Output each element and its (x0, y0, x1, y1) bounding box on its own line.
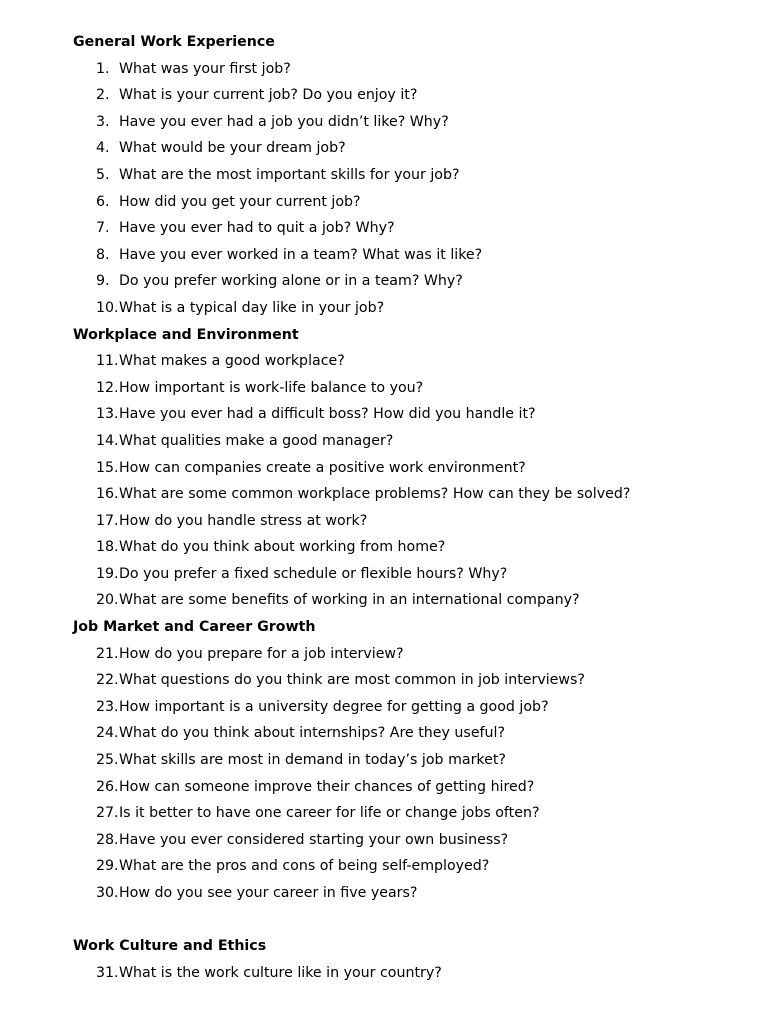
question-item (96, 720, 768, 747)
question-item (96, 109, 768, 136)
question-item (96, 56, 768, 83)
question-text: What do you think about internships? Are they useful? (119, 725, 506, 742)
question-number: 9. (96, 273, 110, 290)
question-text: Have you ever worked in a team? What was it like? (119, 246, 483, 263)
document-page (0, 29, 768, 986)
question-number: 26. (96, 778, 119, 795)
question-text: How can someone improve their chances of getting hired? (119, 778, 535, 795)
question-item (96, 774, 768, 801)
question-text: How important is a university degree for getting a good job? (119, 698, 549, 715)
question-item (96, 694, 768, 721)
question-text: What is the work culture like in your country? (119, 964, 442, 981)
question-number: 4. (96, 140, 110, 157)
question-number: 17. (96, 512, 119, 529)
question-item (96, 561, 768, 588)
question-item (96, 587, 768, 614)
question-number: 12. (96, 379, 119, 396)
question-text: What are some common workplace problems? How can they be solved? (119, 486, 631, 503)
question-number: 13. (96, 406, 119, 423)
question-text: Have you ever had to quit a job? Why? (119, 220, 395, 237)
question-text: What are the pros and cons of being self-employed? (119, 858, 490, 875)
question-item (96, 747, 768, 774)
question-text: Do you prefer working alone or in a team? Why? (119, 273, 463, 290)
question-number: 2. (96, 87, 110, 104)
question-number: 7. (96, 220, 110, 237)
question-item (96, 853, 768, 880)
section-heading: Workplace and Environment (73, 326, 299, 343)
question-number: 14. (96, 432, 119, 449)
question-item (96, 295, 768, 322)
question-text: How do you handle stress at work? (119, 512, 368, 529)
question-number: 28. (96, 831, 119, 848)
question-text: What do you think about working from home? (119, 539, 446, 556)
question-item (96, 960, 768, 987)
question-number: 22. (96, 672, 119, 689)
section-spacer (0, 907, 768, 934)
question-number: 19. (96, 565, 119, 582)
question-number: 27. (96, 805, 119, 822)
question-text: What questions do you think are most common in job interviews? (119, 672, 585, 689)
question-number: 25. (96, 752, 119, 769)
question-text: What makes a good workplace? (119, 353, 345, 370)
question-text: What are the most important skills for your job? (119, 166, 460, 183)
question-text: Do you prefer a fixed schedule or flexible hours? Why? (119, 565, 508, 582)
question-number: 30. (96, 885, 119, 901)
question-number: 21. (96, 645, 119, 662)
question-item (96, 641, 768, 668)
question-number: 3. (96, 113, 110, 130)
question-item (96, 508, 768, 535)
question-item (96, 800, 768, 827)
question-text: What is a typical day like in your job? (119, 299, 385, 316)
question-number: 11. (96, 353, 119, 370)
question-number: 10. (96, 299, 119, 316)
question-item (96, 189, 768, 216)
section-heading: Work Culture and Ethics (73, 938, 267, 955)
question-item (96, 268, 768, 295)
question-text: What qualities make a good manager? (119, 432, 394, 449)
question-item (96, 348, 768, 375)
question-text: What are some benefits of working in an international company? (119, 592, 580, 609)
question-item (96, 215, 768, 242)
question-item (96, 428, 768, 455)
question-item (96, 455, 768, 482)
question-item (96, 82, 768, 109)
question-item (96, 827, 768, 854)
question-item (96, 242, 768, 269)
question-text: What was your first job? (119, 60, 291, 77)
question-text: Have you ever had a difficult boss? How did you handle it? (119, 406, 536, 423)
question-text: How do you see your career in five years? (119, 885, 418, 901)
question-text: What skills are most in demand in today’s job market? (119, 752, 506, 769)
question-text: How do you prepare for a job interview? (119, 645, 404, 662)
question-item (96, 481, 768, 508)
question-number: 29. (96, 858, 119, 875)
question-text: How important is work-life balance to you? (119, 379, 424, 396)
question-text: How can companies create a positive work environment? (119, 459, 526, 476)
question-item (96, 534, 768, 561)
question-text: Is it better to have one career for life or change jobs often? (119, 805, 540, 822)
question-item (96, 162, 768, 189)
question-item (96, 375, 768, 402)
question-number: 15. (96, 459, 119, 476)
question-item (96, 135, 768, 162)
question-text: What would be your dream job? (119, 140, 346, 157)
question-number: 1. (96, 60, 110, 77)
question-number: 6. (96, 193, 110, 210)
question-number: 24. (96, 725, 119, 742)
question-number: 8. (96, 246, 110, 263)
question-text: Have you ever considered starting your own business? (119, 831, 509, 848)
question-text: What is your current job? Do you enjoy it? (119, 87, 418, 104)
question-item (96, 667, 768, 694)
question-number: 18. (96, 539, 119, 556)
section-heading: General Work Experience (73, 34, 275, 50)
question-number: 31. (96, 964, 119, 981)
question-number: 5. (96, 166, 110, 183)
question-number: 16. (96, 486, 119, 503)
section-heading: Job Market and Career Growth (73, 619, 316, 636)
question-item (96, 401, 768, 428)
question-text: How did you get your current job? (119, 193, 361, 210)
question-text: Have you ever had a job you didn’t like? Why? (119, 113, 449, 130)
question-item (96, 880, 768, 907)
question-number: 20. (96, 592, 119, 609)
question-number: 23. (96, 698, 119, 715)
